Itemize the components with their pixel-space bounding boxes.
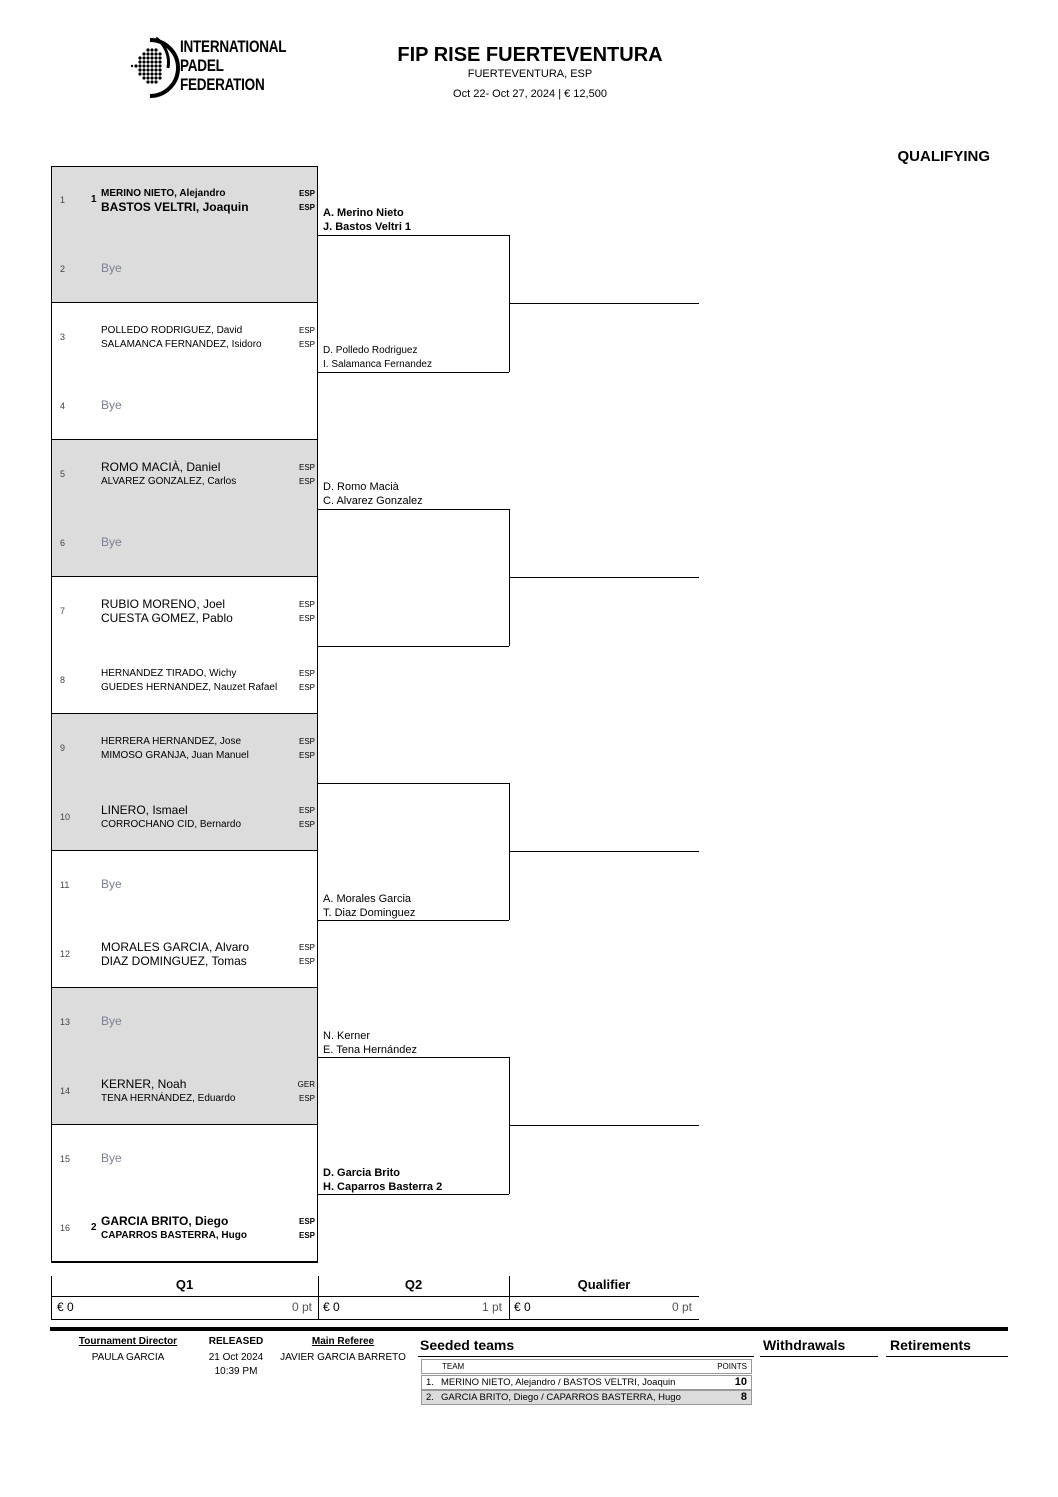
country-code: ESP <box>298 189 315 198</box>
round-q1-prize: € 0 <box>57 1300 74 1314</box>
slot-number: 3 <box>60 332 66 342</box>
player-name: MIMOSO GRANJA, Juan Manuel <box>101 750 249 761</box>
fip-logo-text: INTERNATIONAL PADEL FEDERATION <box>180 38 287 94</box>
slot-number: 1 <box>60 195 66 205</box>
r2-team-6: A. Morales Garcia T. Diaz Dominguez <box>323 893 416 919</box>
country-code: ESP <box>298 1216 315 1226</box>
seeded-col-team: TEAM <box>442 1362 465 1371</box>
round-q2-prize: € 0 <box>323 1300 340 1314</box>
draw-slot <box>51 235 318 304</box>
country-code: GER <box>297 1079 315 1089</box>
country-code: ESP <box>298 942 315 952</box>
draw-top-border <box>51 166 318 167</box>
draw-slot <box>51 372 318 441</box>
director-label: Tournament Director <box>78 1336 178 1347</box>
slot-number: 5 <box>60 469 66 479</box>
country-code: ESP <box>298 463 315 472</box>
draw-slot <box>51 577 318 646</box>
player-name: SALAMANCA FERNANDEZ, Isidoro <box>101 339 262 350</box>
seeded-title: Seeded teams <box>420 1337 515 1353</box>
player-name: TENA HERNÁNDEZ, Eduardo <box>101 1092 236 1104</box>
referee-name: JAVIER GARCIA BARRETO <box>280 1352 406 1363</box>
draw-slot <box>51 509 318 578</box>
slot-number: 10 <box>60 811 71 822</box>
draw-slot <box>51 1057 318 1126</box>
player-name: MERINO NIETO, Alejandro <box>101 188 226 199</box>
round-q1-points: 0 pt <box>291 1300 312 1314</box>
player-name: DIAZ DOMINGUEZ, Tomas <box>101 953 247 968</box>
country-code: ESP <box>298 203 315 212</box>
draw-slot <box>51 1194 318 1263</box>
country-code: ESP <box>298 1230 315 1240</box>
country-code: ESP <box>298 805 315 815</box>
r2-team-8: D. Garcia Brito H. Caparros Basterra 2 <box>323 1167 443 1193</box>
retirements-title: Retirements <box>890 1337 971 1353</box>
slot-number: 11 <box>60 880 70 890</box>
player-name: GARCIA BRITO, Diego <box>101 1213 229 1228</box>
draw-slot <box>51 783 318 852</box>
released-time: 10:39 PM <box>214 1366 258 1377</box>
player-name: KERNER, Noah <box>101 1076 187 1091</box>
country-code: ESP <box>298 1093 315 1103</box>
r2-team-3: D. Romo Macià C. Alvarez Gonzalez <box>323 481 423 507</box>
draw-bottom-border <box>51 1262 318 1263</box>
player-name: BASTOS VELTRI, Joaquin <box>101 200 249 214</box>
slot-number: 2 <box>60 263 66 274</box>
draw-slot <box>51 303 318 372</box>
player-name: LINERO, Ismael <box>101 802 188 817</box>
draw-slot <box>51 714 318 783</box>
slot-number: 8 <box>60 674 66 685</box>
slot-number: 13 <box>60 1017 71 1027</box>
round-q1-header: Q1 <box>175 1277 194 1292</box>
round-qualifier-header: Qualifier <box>577 1277 631 1292</box>
bye-label: Bye <box>101 877 122 891</box>
player-name: CORROCHANO CID, Bernardo <box>101 818 242 830</box>
draw-slot <box>51 988 318 1057</box>
slot-number: 9 <box>60 743 66 753</box>
player-name: CAPARROS BASTERRA, Hugo <box>101 1229 247 1241</box>
slot-number: 15 <box>60 1154 71 1164</box>
bye-label: Bye <box>101 1151 122 1165</box>
slot-number: 6 <box>60 537 66 548</box>
player-name: GUEDES HERNANDEZ, Nauzet Rafael <box>101 681 278 693</box>
player-name: HERNANDEZ TIRADO, Wichy <box>101 667 237 679</box>
slot-number: 12 <box>60 948 71 959</box>
footer-divider <box>50 1327 1008 1331</box>
player-name: POLLEDO RODRIGUEZ, David <box>101 325 243 336</box>
country-code: ESP <box>298 477 315 486</box>
seeded-row: 2. GARCIA BRITO, Diego / CAPARROS BASTERRA, Hugo 8 <box>421 1390 752 1405</box>
player-name: RUBIO MORENO, Joel <box>101 597 226 611</box>
player-name: MORALES GARCIA, Alvaro <box>101 939 250 954</box>
country-code: ESP <box>298 600 315 609</box>
r2-team-7: N. Kerner E. Tena Hernández <box>323 1030 417 1056</box>
round-q2-header: Q2 <box>404 1277 423 1292</box>
draw-slot <box>51 851 318 920</box>
round-qualifier-prize: € 0 <box>514 1300 531 1314</box>
bye-label: Bye <box>101 260 122 275</box>
slot-number: 4 <box>60 400 66 411</box>
draw-slot <box>51 646 318 715</box>
country-code: ESP <box>298 614 315 623</box>
country-code: ESP <box>298 668 315 678</box>
country-code: ESP <box>298 819 315 829</box>
director-name: PAULA GARCIA <box>91 1352 165 1363</box>
country-code: ESP <box>298 956 315 966</box>
player-name: HERRERA HERNANDEZ, Jose <box>101 736 242 747</box>
released-date: 21 Oct 2024 <box>208 1352 264 1363</box>
draw-slot <box>51 920 318 989</box>
draw-slot <box>51 166 318 235</box>
withdrawals-title: Withdrawals <box>763 1337 846 1353</box>
seeded-header-row <box>421 1359 752 1374</box>
released-label: RELEASED <box>208 1336 264 1347</box>
bye-label: Bye <box>101 397 122 412</box>
seed-number: 2 <box>91 1221 97 1233</box>
draw-slot <box>51 1125 318 1194</box>
player-name: ALVAREZ GONZALEZ, Carlos <box>101 476 237 487</box>
referee-label: Main Referee <box>311 1336 375 1347</box>
country-code: ESP <box>298 737 315 746</box>
round-qualifier-points: 0 pt <box>671 1300 692 1314</box>
r2-team-1: A. Merino Nieto J. Bastos Veltri 1 <box>323 207 412 233</box>
player-name: CUESTA GOMEZ, Pablo <box>101 611 233 625</box>
slot-number: 7 <box>60 606 66 616</box>
round-q2-points: 1 pt <box>481 1300 502 1314</box>
seeded-row: 1. MERINO NIETO, Alejandro / BASTOS VELTRI, Joaquin 10 <box>421 1375 752 1390</box>
tournament-location: FUERTEVENTURA, ESP <box>467 68 593 80</box>
tournament-dates: Oct 22- Oct 27, 2024 | € 12,500 <box>453 88 607 100</box>
country-code: ESP <box>298 326 315 335</box>
country-code: ESP <box>298 340 315 349</box>
bye-label: Bye <box>101 534 122 549</box>
tournament-title: FIP RISE FUERTEVENTURA <box>397 44 663 66</box>
country-code: ESP <box>298 751 315 760</box>
country-code: ESP <box>298 682 315 692</box>
section-label: QUALIFYING <box>897 148 990 165</box>
seeded-col-points: POINTS <box>717 1362 747 1371</box>
draw-slot <box>51 440 318 509</box>
slot-number: 16 <box>60 1222 71 1233</box>
player-name: ROMO MACIÀ, Daniel <box>101 460 221 474</box>
bye-label: Bye <box>101 1014 122 1028</box>
slot-number: 14 <box>60 1085 71 1096</box>
r2-team-2: D. Polledo Rodriguez I. Salamanca Fernandez <box>323 345 432 370</box>
seed-number: 1 <box>91 194 97 205</box>
